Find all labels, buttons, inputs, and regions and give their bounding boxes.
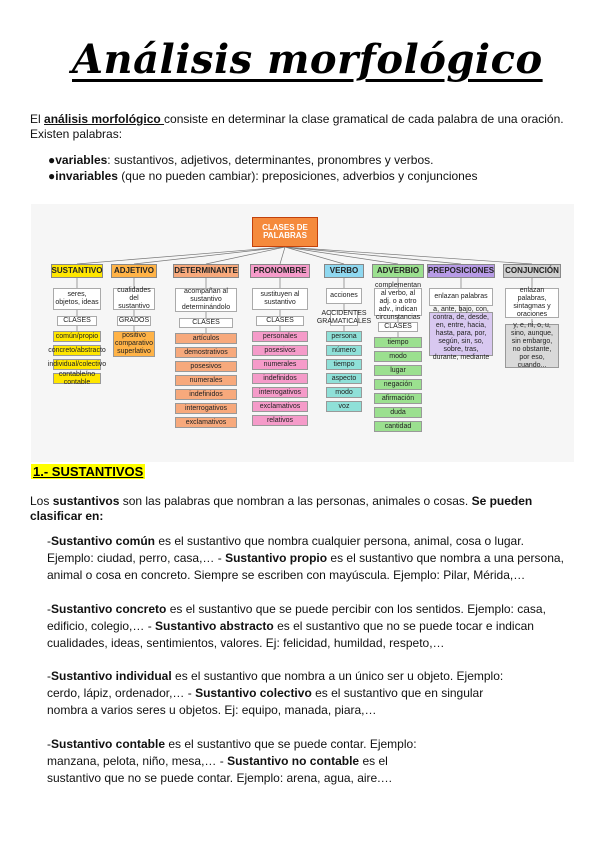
- branch-description: enlazan palabras: [429, 288, 493, 306]
- branch-head: SUSTANTIVO: [51, 264, 103, 278]
- intro-line2: Existen palabras:: [30, 127, 123, 141]
- noun-type-text: es el sustantivo que nombra cualquier persona, animal, cosa o lugar.: [155, 534, 524, 548]
- branch-item: relativos: [252, 415, 308, 426]
- branch-subheading: GRADOS: [118, 317, 150, 324]
- noun-type-term: Sustantivo propio: [225, 551, 328, 565]
- intro-prefix: El: [30, 112, 45, 126]
- branch-item: individual/colectivo: [53, 359, 101, 370]
- noun-type-text: -: [47, 737, 51, 751]
- branch-head: PREPOSICIONES: [427, 264, 495, 278]
- concept-map: [31, 204, 574, 462]
- page-title: Análisis morfológico: [72, 36, 543, 83]
- noun-type-term: Sustantivo colectivo: [195, 686, 312, 700]
- branch-head: ADVERBIO: [372, 264, 424, 278]
- intro-rest: consiste en determinar la clase gramatical de cada palabra de una oración.: [164, 112, 564, 126]
- noun-type-item: [47, 533, 577, 584]
- branch-item: modo: [374, 351, 422, 362]
- branch-item: cantidad: [374, 421, 422, 432]
- branch-subheading: CLASES: [57, 316, 97, 326]
- sust-intro-term: sustantivos: [52, 494, 120, 508]
- connector-line: [134, 247, 285, 264]
- branch-item: concreto/abstracto: [53, 345, 101, 356]
- sust-intro-a: Los: [30, 494, 53, 508]
- noun-type-text: es el sustantivo que nombra a un único ser u objeto. Ejemplo:: [171, 669, 504, 683]
- noun-type-term: Sustantivo individual: [51, 669, 172, 683]
- branch-subheading: CLASES: [179, 318, 233, 328]
- branch-item: personales: [252, 331, 308, 342]
- branch-item: numerales: [175, 375, 237, 386]
- branch-subheading: CLASES: [256, 316, 304, 326]
- connector-line: [285, 247, 532, 264]
- connector-line: [280, 247, 285, 264]
- noun-type-text: cerdo, lápiz, ordenador,… -: [47, 686, 196, 700]
- branch-item: y, e, ni, o, u, sino, aunque, sin embargo, no obstante, por eso, cuando...: [505, 324, 559, 368]
- bullet-term: variables: [55, 153, 108, 167]
- branch-head: DETERMINANTE: [173, 264, 239, 278]
- branch-description: acciones: [326, 288, 362, 304]
- branch-item: tiempo: [326, 359, 362, 370]
- noun-type-text: manzana, pelota, niño, mesa,… -: [47, 754, 228, 768]
- branch-item: demostrativos: [175, 347, 237, 358]
- branch-item: posesivos: [175, 361, 237, 372]
- sust-intro-e: clasificar en:: [30, 509, 104, 523]
- branch-item: a, ante, bajo, con, contra, de, desde, en, entre, hacia, hasta, para, por, según, sin, so, sobre, tras, durante, mediante: [429, 312, 493, 356]
- noun-type-text: -: [47, 534, 51, 548]
- noun-type-item: [47, 736, 577, 787]
- noun-type-text: es el sustantivo que se puede contar. Ejemplo:: [165, 737, 417, 751]
- bullet-invariables: [48, 168, 478, 184]
- branch-item: numerales: [252, 359, 308, 370]
- branch-item: voz: [326, 401, 362, 412]
- noun-type-text: es el sustantivo que en singular: [311, 686, 484, 700]
- noun-type-text: es el sustantivo que se puede percibir con los sentidos. Ejemplo: casa,: [166, 602, 546, 616]
- sustantivos-intro: [30, 494, 570, 524]
- branch-item: interrogativos: [252, 387, 308, 398]
- branch-item: negación: [374, 379, 422, 390]
- connector-line: [285, 247, 398, 264]
- branch-item: persona: [326, 331, 362, 342]
- bullet-dot: ●: [48, 153, 56, 167]
- noun-type-item: [47, 601, 577, 652]
- connector-line: [77, 247, 285, 264]
- noun-type-text: es el sustantivo que nombra a una persona,: [327, 551, 564, 565]
- branch-description: complementan al verbo, al adj. o a otro adv., indican circunstancias: [375, 282, 421, 321]
- branch-item: interrogativos: [175, 403, 237, 414]
- noun-type-term: Sustantivo concreto: [51, 602, 167, 616]
- branch-description: acompañan al sustantivo determinándolo: [175, 288, 237, 312]
- noun-type-text: -: [47, 669, 51, 683]
- branch-subheading: CLASES: [378, 322, 418, 332]
- branch-item: indefinidos: [252, 373, 308, 384]
- branch-item: indefinidos: [175, 389, 237, 400]
- branch-item: número: [326, 345, 362, 356]
- connector-line: [206, 247, 285, 264]
- branch-description: sustituyen al sustantivo: [252, 288, 308, 310]
- branch-item: positivo comparativo superlativo: [114, 332, 154, 355]
- section-heading: 1.- SUSTANTIVOS: [33, 464, 144, 479]
- noun-type-term: Sustantivo común: [51, 534, 156, 548]
- noun-type-text: sustantivo que no se puede contar. Ejemplo: arena, agua, aire.…: [47, 771, 393, 785]
- noun-type-text: animal o cosa en concreto. Siempre se escriben con mayúscula. Ejemplo: Pilar, Mérida,…: [47, 568, 526, 582]
- noun-type-text: nombra a varios seres u objetos. Ej: equipo, manada, piara,…: [47, 703, 377, 717]
- noun-type-term: Sustantivo abstracto: [155, 619, 274, 633]
- branch-subheading: ACCIDENTES GRAMATICALES: [316, 310, 372, 325]
- branch-head: ADJETIVO: [111, 264, 157, 278]
- sust-intro-c: son las palabras que nombran a las personas, animales o cosas.: [119, 494, 472, 508]
- branch-item: tiempo: [374, 337, 422, 348]
- bullet-variables: [48, 152, 433, 168]
- noun-type-text: -: [47, 602, 51, 616]
- branch-head: VERBO: [324, 264, 364, 278]
- branch-item: exclamativos: [252, 401, 308, 412]
- bullet-dot: ●: [48, 169, 56, 183]
- branch-description: cualidades del sustantivo: [113, 288, 155, 310]
- branch-item: común/propio: [53, 331, 101, 342]
- connector-line: [285, 247, 461, 264]
- bullet-text: (que no pueden cambiar): preposiciones, adverbios y conjunciones: [117, 169, 478, 183]
- branch-item: duda: [374, 407, 422, 418]
- branch-item: artículos: [175, 333, 237, 344]
- noun-type-text: es el: [359, 754, 388, 768]
- branch-item: aspecto: [326, 373, 362, 384]
- noun-type-text: es el sustantivo que no se puede tocar e indican: [273, 619, 534, 633]
- intro-paragraph: [30, 112, 564, 142]
- noun-type-text: cualidades, ideas, sentimientos, valores. Ej: felicidad, humildad, respeto,…: [47, 636, 445, 650]
- branch-item: contable/no contable: [53, 373, 101, 384]
- branch-head: PRONOMBRE: [250, 264, 310, 278]
- intro-term: análisis morfológico: [44, 112, 165, 126]
- branch-item: modo: [326, 387, 362, 398]
- noun-type-text: Ejemplo: ciudad, perro, casa,… -: [47, 551, 226, 565]
- noun-type-term: Sustantivo no contable: [227, 754, 360, 768]
- branch-item: lugar: [374, 365, 422, 376]
- bullet-term: invariables: [55, 169, 118, 183]
- noun-type-item: [47, 668, 577, 719]
- sust-intro-d: Se pueden: [471, 494, 533, 508]
- concept-map-root: CLASES DE PALABRAS: [252, 217, 318, 247]
- branch-head: CONJUNCIÓN: [503, 264, 561, 278]
- noun-type-text: edificio, colegio,… -: [47, 619, 156, 633]
- branch-description: enlazan palabras, sintagmas y oraciones: [505, 288, 559, 318]
- bullet-text: : sustantivos, adjetivos, determinantes, pronombres y verbos.: [107, 153, 434, 167]
- noun-type-term: Sustantivo contable: [51, 737, 166, 751]
- branch-item: exclamativos: [175, 417, 237, 428]
- branch-item: posesivos: [252, 345, 308, 356]
- branch-item: afirmación: [374, 393, 422, 404]
- branch-description: seres, objetos, ideas: [53, 288, 101, 310]
